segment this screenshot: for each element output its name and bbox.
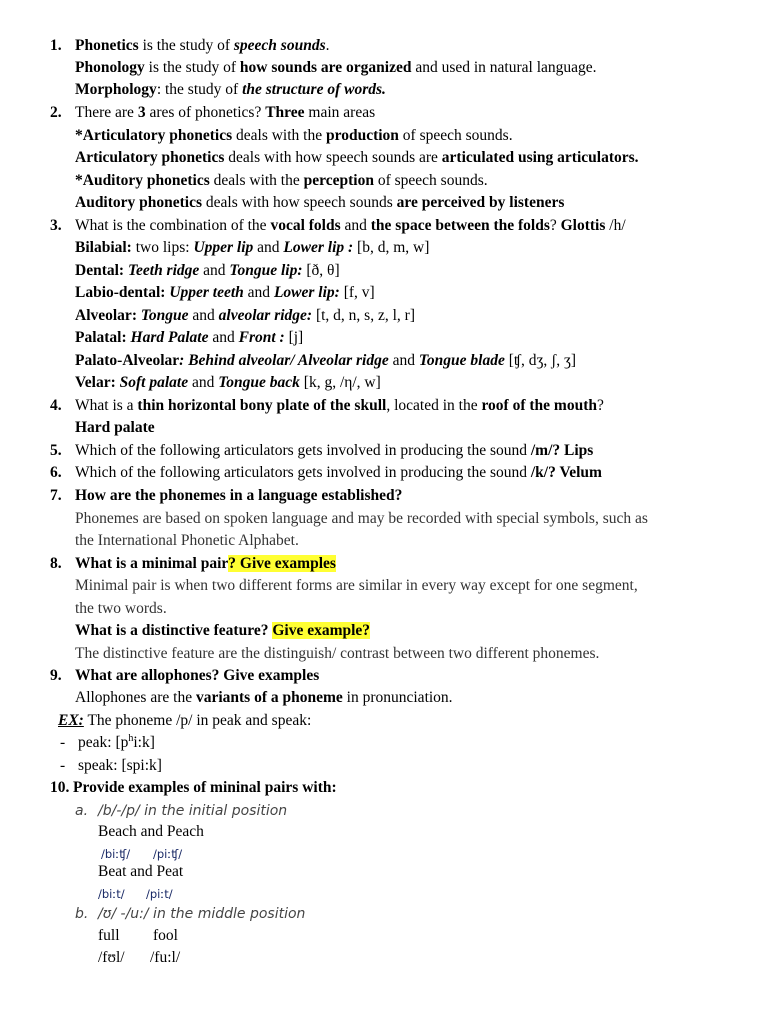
dental-term: Dental: xyxy=(75,262,125,279)
q1-term-morphology: Morphology xyxy=(75,81,157,98)
q10-ipa-fool: /fu:l/ xyxy=(150,949,181,966)
palatal-c: Hard Palate xyxy=(130,329,209,346)
alveolar-c: Tongue xyxy=(140,307,189,324)
labiodental-e: Lower lip: xyxy=(273,284,340,301)
q9-dash-2: - xyxy=(60,757,66,774)
labiodental-term: Labio-dental: xyxy=(75,284,166,301)
bilabial-c: Upper lip xyxy=(193,239,254,256)
q2-text-b: 3 xyxy=(137,104,146,121)
q9-number: 9. xyxy=(50,667,62,684)
q9-answer-a: Allophones are the xyxy=(75,689,196,706)
q2-l4-c: perception xyxy=(303,172,374,189)
q2-l2-b: deals with the xyxy=(232,127,326,144)
q2-l5-c: are perceived by listeners xyxy=(396,194,565,211)
q3-l1-e: ? xyxy=(549,217,561,234)
q9-question: What are allophones? Give examples xyxy=(75,667,320,684)
q8-answer-line2: the two words. xyxy=(75,600,167,617)
q3-l1-f: Glottis xyxy=(560,217,606,234)
q4-a: What is a xyxy=(75,397,138,414)
q1-line2-text: is the study of xyxy=(144,59,240,76)
dental-d: and xyxy=(199,262,230,279)
q2-l5-b: deals with how speech sounds xyxy=(202,194,397,211)
q4-answer-text: Hard palate xyxy=(75,419,155,436)
q3-l1-a: What is the combination of the xyxy=(75,217,271,234)
dental-c: Teeth ridge xyxy=(127,262,200,279)
q8-number: 8. xyxy=(50,555,62,572)
alveolar-term: Alveolar: xyxy=(75,307,137,324)
q5-number: 5. xyxy=(50,442,62,459)
q7-answer-line1: Phonemes are based on spoken language and may be recorded with special symbols, such as xyxy=(75,510,648,527)
q8-question2-a: What is a distinctive feature? xyxy=(75,622,273,639)
palatoalveolar-term: Palato-Alveolar xyxy=(75,352,180,369)
palatal-f: [j] xyxy=(284,329,304,346)
q2-text-c: ares of phonetics? xyxy=(145,104,266,121)
q9-answer-c: in pronunciation. xyxy=(342,689,453,706)
q2-l3-a: Articulatory phonetics xyxy=(75,149,225,166)
q2-l4-b: deals with the xyxy=(209,172,304,189)
alveolar-e: alveolar ridge: xyxy=(218,307,313,324)
q8-question-highlight: ? Give examples xyxy=(228,555,336,572)
velar-f: [k, g, /η/, w] xyxy=(299,374,381,391)
q10-number: 10. xyxy=(50,779,70,796)
q4-d: roof of the mouth xyxy=(481,397,597,414)
q9-peak-a: peak: [p xyxy=(78,734,129,751)
bilabial-b: two lips: xyxy=(131,239,194,256)
q1-term-phonology: Phonology xyxy=(75,59,145,76)
q5-b: /m/? Lips xyxy=(530,442,594,459)
dental-e: Tongue lip: xyxy=(229,262,303,279)
q10-pair1-ipa2: /piːʧ/ xyxy=(153,847,183,861)
q10-pair2-ipa1: /biːt/ xyxy=(98,887,125,901)
bilabial-term: Bilabial: xyxy=(75,239,132,256)
q10-question: Provide examples of mininal pairs with: xyxy=(73,779,337,796)
q2-l3-c: articulated using articulators. xyxy=(441,149,639,166)
q8-question-a: What is a minimal pair xyxy=(75,555,229,572)
alveolar-f: [t, d, n, s, z, l, r] xyxy=(312,307,415,324)
q9-speak-text: speak: [spi:k] xyxy=(78,757,162,774)
q1-text: is the study of xyxy=(138,37,234,54)
q2-text-a: There are xyxy=(75,104,138,121)
q2-l2-d: of speech sounds. xyxy=(398,127,513,144)
velar-d: and xyxy=(188,374,219,391)
q5-a: Which of the following articulators gets involved in producing the sound xyxy=(75,442,531,459)
q3-number: 3. xyxy=(50,217,62,234)
labiodental-d: and xyxy=(243,284,274,301)
q8-question2-highlight: Give example? xyxy=(272,622,371,639)
bilabial-d: and xyxy=(253,239,284,256)
q3-l1-g: /h/ xyxy=(605,217,626,234)
q1-term-phonetics: Phonetics xyxy=(75,37,139,54)
q10-word-full: full xyxy=(98,927,120,944)
q1-line3-emph: the structure of words. xyxy=(242,81,386,98)
palatoalveolar-c: and xyxy=(388,352,419,369)
q2-l2-c: production xyxy=(325,127,399,144)
q9-peak-sup: h xyxy=(128,732,134,744)
velar-e: Tongue back xyxy=(218,374,300,391)
bilabial-f: [b, d, m, w] xyxy=(353,239,430,256)
q10-pair1-text: Beach and Peach xyxy=(98,823,204,840)
q1-dot: . xyxy=(325,37,330,54)
labiodental-c: Upper teeth xyxy=(169,284,244,301)
dental-f: [ð, θ] xyxy=(302,262,340,279)
q2-text-d: Three xyxy=(265,104,305,121)
labiodental-f: [f, v] xyxy=(339,284,375,301)
q1-emph: speech sounds xyxy=(233,37,326,54)
q10-word-fool: fool xyxy=(153,927,178,944)
q2-l3-b: deals with how speech sounds are xyxy=(224,149,442,166)
q2-number: 2. xyxy=(50,104,62,121)
q2-l4-a: *Auditory phonetics xyxy=(75,172,210,189)
q10-pair1-ipa1: /biːʧ/ xyxy=(101,847,131,861)
q7-question: How are the phonemes in a language established? xyxy=(75,487,403,504)
palatal-d: and xyxy=(208,329,239,346)
palatoalveolar-b: : Behind alveolar/ Alveolar ridge xyxy=(179,352,389,369)
velar-c: Soft palate xyxy=(119,374,189,391)
q6-b: /k/? Velum xyxy=(530,464,602,481)
q9-peak-b: i:k] xyxy=(133,734,155,751)
q10-pair2-text: Beat and Peat xyxy=(98,863,184,880)
palatoalveolar-d: Tongue blade xyxy=(418,352,505,369)
q6-number: 6. xyxy=(50,464,62,481)
palatal-e: Front : xyxy=(238,329,285,346)
alveolar-d: and xyxy=(188,307,219,324)
palatal-term: Palatal: xyxy=(75,329,127,346)
q10-b-text: /ʊ/ -/u:/ in the middle position xyxy=(98,906,306,922)
q4-b: thin horizontal bony plate of the skull xyxy=(137,397,387,414)
q3-l1-b: vocal folds xyxy=(270,217,341,234)
q7-number: 7. xyxy=(50,487,62,504)
q2-l5-a: Auditory phonetics xyxy=(75,194,203,211)
q1-number: 1. xyxy=(50,37,62,54)
q1-line3-text: : the study of xyxy=(156,81,243,98)
q10-a-letter: a. xyxy=(75,803,89,819)
q8-answer-line1: Minimal pair is when two different forms are similar in every way except for one segment, xyxy=(75,577,638,594)
q10-pair2-ipa2: /piːt/ xyxy=(146,887,173,901)
q10-a-text: /b/-/p/ in the initial position xyxy=(98,803,288,819)
q6-a: Which of the following articulators gets involved in producing the sound xyxy=(75,464,531,481)
q9-ex-label: EX: xyxy=(58,712,84,729)
q9-dash-1: - xyxy=(60,734,66,751)
velar-term: Velar: xyxy=(75,374,116,391)
q2-text-e: main areas xyxy=(304,104,376,121)
q1-line2-emph: how sounds are organized xyxy=(239,59,412,76)
q4-c: , located in the xyxy=(386,397,482,414)
q4-e: ? xyxy=(596,397,604,414)
q9-answer-b: variants of a phoneme xyxy=(195,689,343,706)
q4-number: 4. xyxy=(50,397,62,414)
q2-l2-a: *Articulatory phonetics xyxy=(75,127,233,144)
q1-line2-end: and used in natural language. xyxy=(411,59,597,76)
q10-ipa-full: /fʊl/ xyxy=(98,949,125,966)
q8-answer-line3: The distinctive feature are the distinguish/ contrast between two different phonemes. xyxy=(75,645,600,662)
q3-l1-d: the space between the folds xyxy=(370,217,550,234)
q9-ex-text: The phoneme /p/ in peak and speak: xyxy=(83,712,312,729)
q2-l4-d: of speech sounds. xyxy=(373,172,488,189)
q10-b-letter: b. xyxy=(75,906,89,922)
palatoalveolar-e: [ʧ, dʒ, ʃ, ʒ] xyxy=(504,352,577,369)
bilabial-e: Lower lip : xyxy=(283,239,354,256)
q3-l1-c: and xyxy=(340,217,371,234)
q7-answer-line2: the International Phonetic Alphabet. xyxy=(75,532,299,549)
